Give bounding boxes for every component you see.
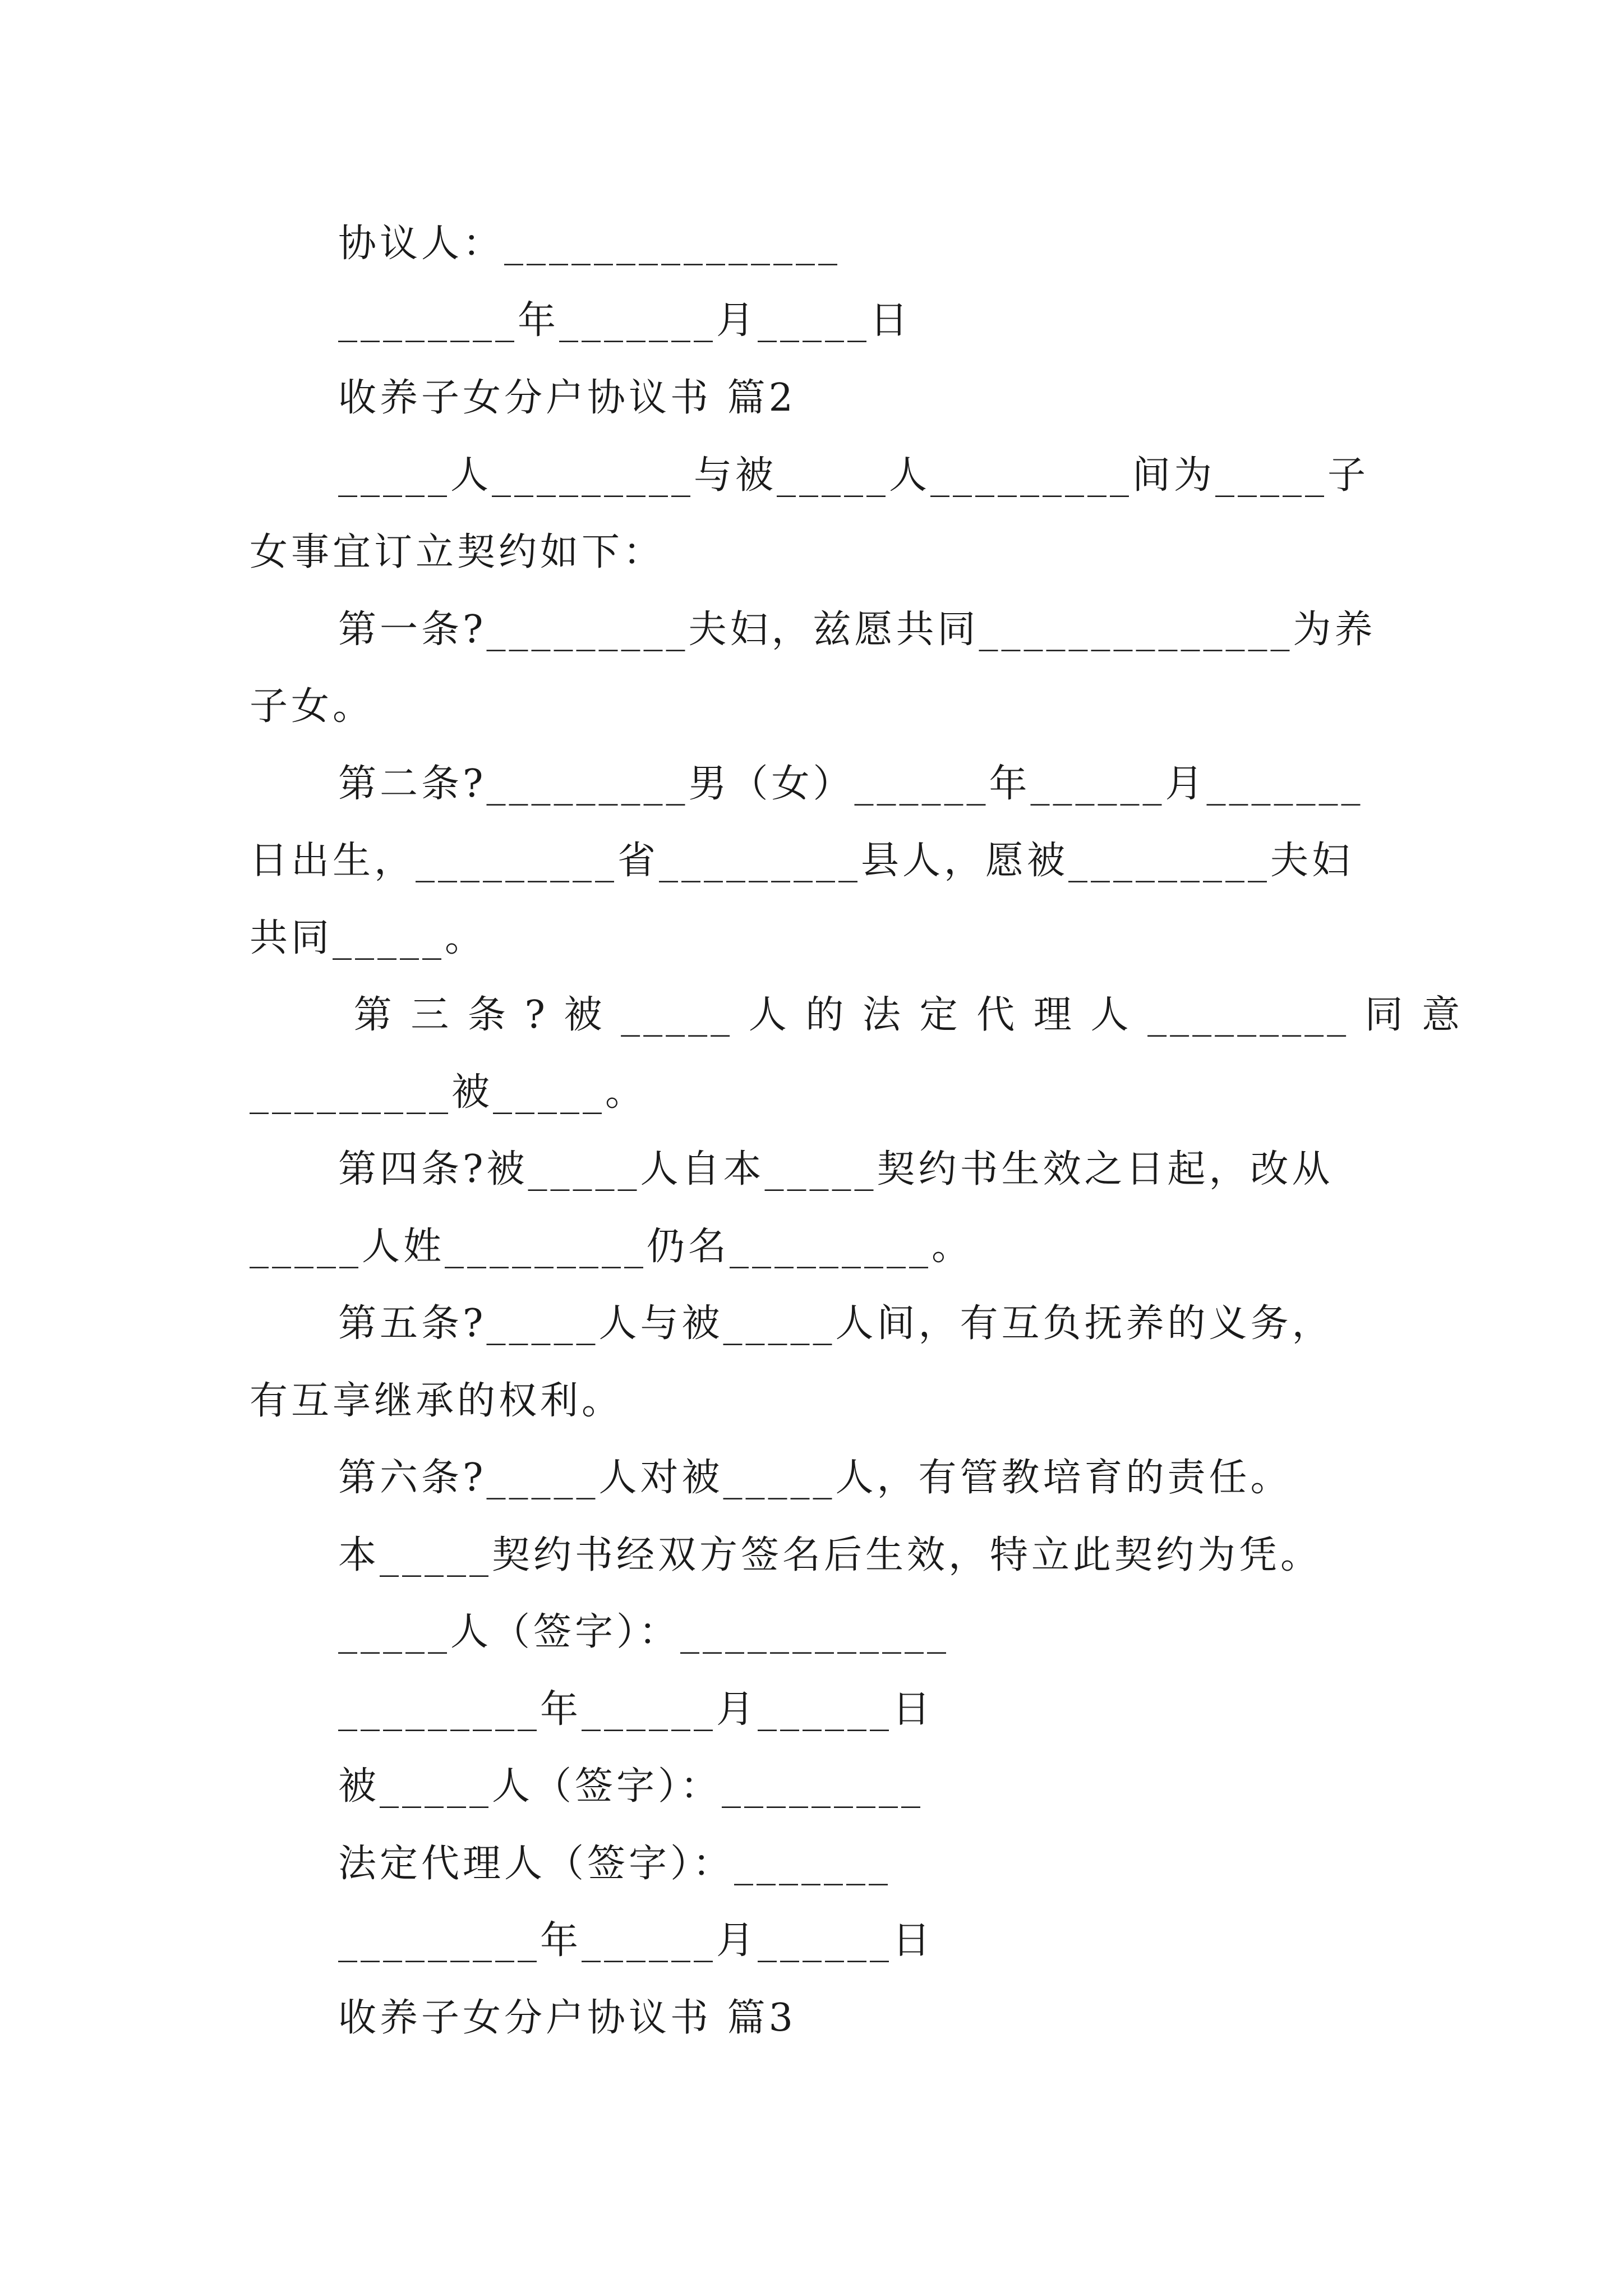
article-3-line: _________被_____。 xyxy=(250,1070,647,1115)
article-2-line: 共同_____。 xyxy=(250,916,487,960)
paragraph-line: _____人_________与被_____人_________间为_____子 xyxy=(338,453,1370,498)
signature-line: _____人（签字）：____________ xyxy=(338,1610,950,1654)
article-1-line: 子女。 xyxy=(250,684,375,729)
date-line: _________年______月______日 xyxy=(338,1687,934,1732)
date-line: ________年_______月_____日 xyxy=(338,298,912,343)
paragraph-line: 女事宜订立契约如下： xyxy=(250,530,665,574)
article-3-line: 第 三 条 ? 被 _____ 人 的 法 定 代 理 人 _________ 同 意 xyxy=(338,993,1464,1037)
section-heading: 收养子女分户协议书 篇2 xyxy=(338,376,796,420)
article-2-line: 日出生，_________省_________县人，愿被_________夫妇 xyxy=(250,839,1354,883)
article-4-line: _____人姓_________仍名_________。 xyxy=(250,1225,974,1269)
signatory-line: 协议人：_______________ xyxy=(338,222,841,266)
article-6-line: 第六条?_____人对被_____人，有管教培育的责任。 xyxy=(338,1456,1292,1500)
signature-line: 法定代理人（签字）：_______ xyxy=(338,1842,892,1886)
article-1-line: 第一条?_________夫妇，兹愿共同______________为养 xyxy=(338,608,1376,652)
article-2-line: 第二条?_________男（女）______年______月_______ xyxy=(338,762,1364,806)
signature-line: 被_____人（签字）：_________ xyxy=(338,1764,924,1809)
article-5-line: 有互享继承的权利。 xyxy=(250,1379,624,1423)
article-5-line: 第五条?_____人与被_____人间，有互负抚养的义务， xyxy=(338,1301,1334,1346)
section-heading: 收养子女分户协议书 篇3 xyxy=(338,1996,796,2040)
closing-line: 本_____契约书经双方签名后生效，特立此契约为凭。 xyxy=(338,1533,1322,1577)
date-line: _________年______月______日 xyxy=(338,1918,934,1963)
article-4-line: 第四条?被_____人自本_____契约书生效之日起，改从 xyxy=(338,1147,1334,1191)
